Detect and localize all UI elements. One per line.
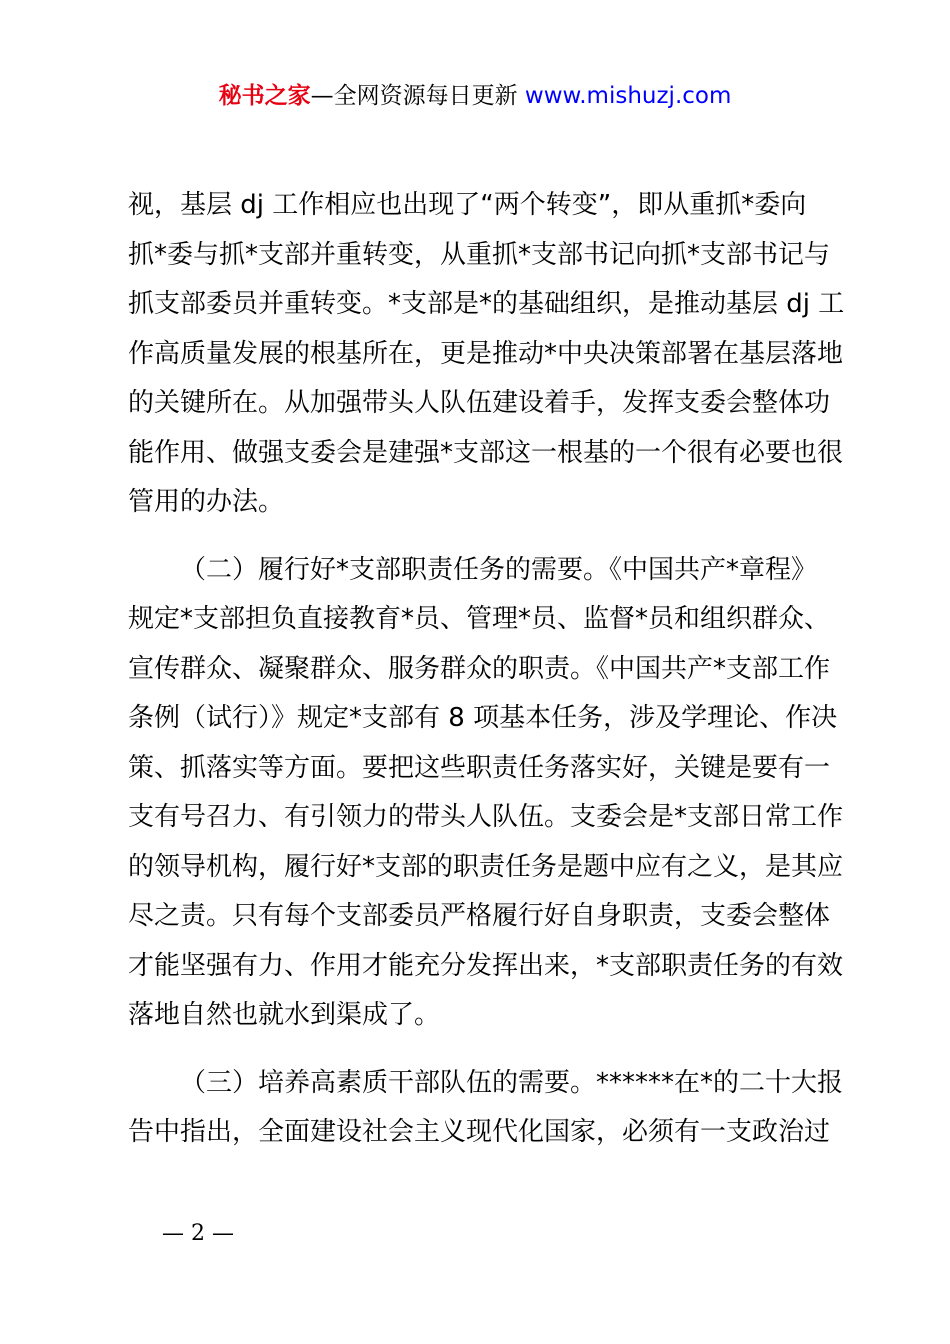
paragraph-spacer xyxy=(128,1041,838,1059)
paragraph-1 xyxy=(128,181,845,528)
text-line: 的关键所在。从加强带头人队伍建设着手，发挥支委会整体功 xyxy=(128,388,831,418)
text-line: 抓支部委员并重转变。*支部是*的基础组织，是推动基层 dj 工 xyxy=(128,289,845,319)
document-body xyxy=(128,181,845,1158)
paragraph-3 xyxy=(128,1059,844,1158)
site-url-link[interactable]: www.mishuzj.com xyxy=(517,83,732,109)
text-line: 才能坚强有力、作用才能充分发挥出来，*支部职责任务的有效 xyxy=(128,950,844,981)
paragraph-2 xyxy=(128,546,844,1041)
paragraph-spacer xyxy=(128,528,838,546)
text-line: （二）履行好*支部职责任务的需要。《中国共产*章程》 xyxy=(180,554,818,585)
text-line: 落地自然也就水到渠成了。 xyxy=(128,1000,441,1030)
text-line: 视，基层 dj 工作相应也出现了“两个转变”，即从重抓*委向 xyxy=(128,190,807,220)
text-line: 告中指出，全面建设社会主义现代化国家，必须有一支政治过 xyxy=(128,1117,831,1147)
text-line: （三）培养高素质干部队伍的需要。******在*的二十大报 xyxy=(180,1067,844,1098)
site-tagline: —全网资源每日更新 xyxy=(310,83,518,109)
text-line: 作高质量发展的根基所在，更是推动*中央决策部署在基层落地 xyxy=(128,338,844,369)
text-line: 宣传群众、凝聚群众、服务群众的职责。《中国共产*支部工作 xyxy=(128,653,831,684)
text-line: 支有号召力、有引领力的带头人队伍。支委会是*支部日常工作 xyxy=(128,802,844,832)
text-line: 抓*委与抓*支部并重转变，从重抓*支部书记向抓*支部书记与 xyxy=(128,239,831,270)
text-line: 管用的办法。 xyxy=(128,487,285,517)
text-line: 规定*支部担负直接教育*员、管理*员、监督*员和组织群众、 xyxy=(128,604,831,634)
text-line: 的领导机构，履行好*支部的职责任务是题中应有之义，是其应 xyxy=(128,851,844,882)
text-line: 能作用、做强支委会是建强*支部这一根基的一个很有必要也很 xyxy=(128,437,844,468)
text-line: 尽之责。只有每个支部委员严格履行好自身职责，支委会整体 xyxy=(128,901,831,931)
page-number: — 2 — xyxy=(162,1221,234,1246)
site-brand: 秘书之家 xyxy=(218,83,311,109)
text-line: 条例（试行）》规定*支部有 8 项基本任务，涉及学理论、作决 xyxy=(128,703,838,733)
text-line: 策、抓落实等方面。要把这些职责任务落实好，关键是要有一 xyxy=(128,752,831,783)
site-header xyxy=(0,80,950,112)
